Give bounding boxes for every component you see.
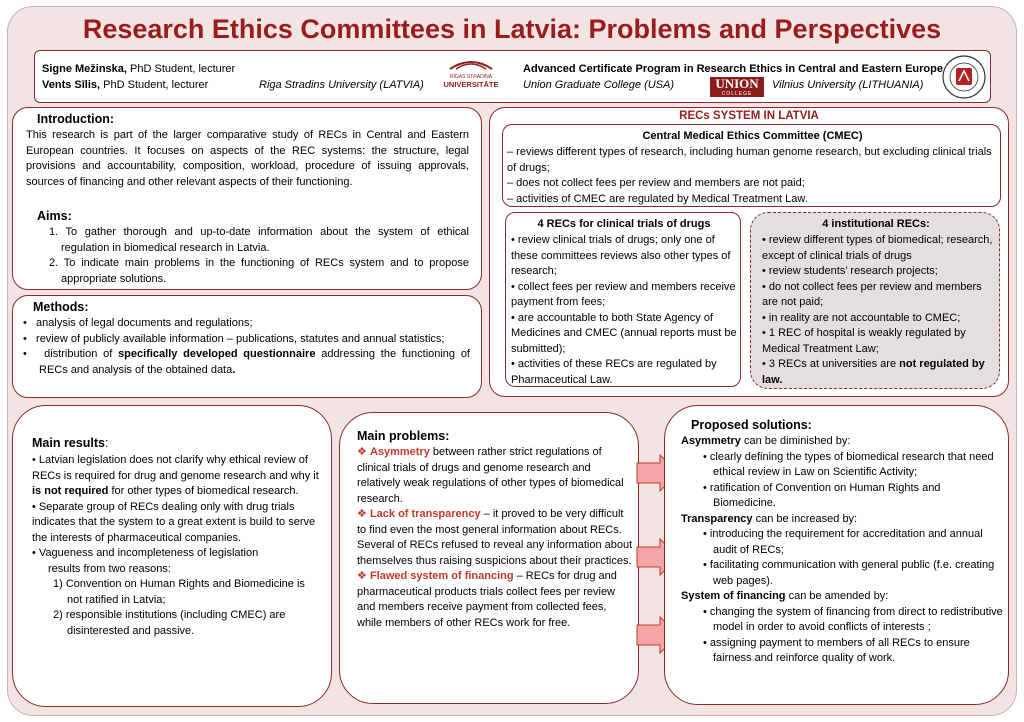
result-item-bold: is not required [32, 485, 109, 497]
institutional-recs-heading: 4 institutional RECs: [822, 218, 930, 230]
proposed-solutions-box [664, 405, 1009, 705]
institutional-recs-item [762, 357, 994, 388]
aim-item-text: To gather thorough and up-to-date information about the system of ethical regulation in biomedical research in Latvia. [61, 226, 469, 254]
problem-text: – it proved to be very difficult to find even the most general information about RECs. Several of RECs refused to reveal any information about themselves thus raising suspicions about their practices. [357, 508, 633, 567]
main-results-heading-text: Main results [32, 436, 105, 450]
proposed-solutions-heading: Proposed solutions: [691, 418, 812, 432]
institutional-recs-item: • 1 REC of hospital is weakly regulated by Medical Treatment Law; [762, 327, 966, 355]
aim-item: 2. To indicate main problems in the functioning of RECs system and to propose appropriate solutions. [49, 257, 469, 285]
union-logo [710, 77, 764, 97]
vilnius-seal [941, 54, 987, 103]
clinical-recs-item: • activities of these RECs are regulated by Pharmaceutical Law. [511, 358, 717, 386]
solution-item: • assigning payment to members of all RECs to ensure fairness and reinforce quality of work. [703, 636, 970, 664]
solution-item: • changing the system of financing from direct to redistributive model in order to avoid conflicts of interests ; [703, 605, 1003, 633]
problem-text: between rather strict regulations of clinical trials of drugs and genome research and relatively weak regulations of other types of biomedical research. [357, 446, 624, 505]
solution-item: • introducing the requirement for accreditation and annual audit of RECs; [703, 528, 983, 556]
clinical-recs-item: • collect fees per review and members receive payment from fees; [511, 280, 736, 308]
methods-list [23, 316, 470, 378]
solution-item: • ratification of Convention on Human Rights and Biomedicine. [703, 481, 941, 509]
rsu-logo-arc-icon [440, 57, 502, 71]
clinical-recs-item: • review clinical trials of drugs; only one of these committees reviews also other types of research; [511, 234, 731, 277]
solution-group-title: System of financing [681, 590, 786, 602]
solution-group-asymmetry [681, 434, 1003, 450]
result-item: • Separate group of RECs dealing only with drug trials indicates that the system to a great extent is build to serve the interests of pharmaceutical companies. [32, 500, 316, 544]
main-results-list [32, 453, 322, 639]
main-results-heading-colon: : [104, 436, 109, 450]
union-logo-subtext: COLLEGE [721, 91, 753, 97]
result-reason: 1) Convention on Human Rights and Biomedicine is not ratified in Latvia; [53, 578, 305, 606]
solution-group-title: Asymmetry [681, 435, 741, 447]
proposed-solutions-list [681, 434, 1003, 667]
institutional-recs-list [762, 233, 994, 388]
authors-bar [34, 50, 991, 103]
main-results-heading [32, 436, 108, 450]
problem-financing [357, 569, 634, 631]
university-left: Riga Stradins University (LATVIA) [259, 79, 424, 91]
result-item [32, 453, 322, 500]
methods-item-text: distribution of [44, 348, 119, 360]
cmec-list [507, 145, 997, 207]
problem-text: – RECs for drug and pharmaceutical products trials collect fees per review and members receive payment from collected fees, while members of other RECs work for free. [357, 570, 617, 629]
methods-item-text: review of publicly available information – publications, statutes and annual statistics; [36, 332, 445, 345]
institutional-recs-box [750, 212, 1000, 389]
solution-group-text: can be increased by: [752, 512, 858, 525]
diamond-bullet-icon: ❖ [357, 508, 367, 520]
cmec-item: – reviews different types of research, including human genome research, but excluding clinical trials of drugs; [507, 146, 992, 174]
methods-item: • distribution of specifically developed questionnaire addressing the functioning of RECs and analysis of the obtained data. [23, 348, 470, 376]
result-item: • Vagueness and incompleteness of legislation [32, 547, 259, 559]
methods-heading: Methods: [33, 300, 89, 314]
clinical-recs-box [505, 212, 741, 387]
problem-asymmetry [357, 445, 634, 507]
solution-group-transparency [681, 512, 1003, 528]
methods-item-end: . [232, 363, 236, 376]
author-1-role: PhD Student, lecturer [126, 63, 236, 75]
diamond-bullet-icon: ❖ [357, 570, 367, 582]
recs-system-heading: RECs SYSTEM IN LATVIA [679, 110, 819, 122]
page-title: Research Ethics Committees in Latvia: Problems and Perspectives [82, 14, 942, 44]
problem-title: Flawed system of financing [369, 570, 514, 582]
problem-transparency [357, 507, 634, 569]
author-1 [42, 63, 235, 75]
author-2-name: Vents Sīlis, [42, 79, 101, 91]
rsu-logo-text-small: RĪGAS STRADIŅA [449, 74, 493, 80]
author-2 [42, 79, 208, 91]
result-reason: 2) responsible institutions (including CMEC) are disinterested and passive. [53, 609, 286, 637]
aims-heading: Aims: [37, 209, 72, 223]
result-subitem: results from two reasons: [48, 562, 171, 575]
vilnius-seal-icon [941, 54, 987, 100]
aims-list [49, 225, 469, 287]
rsu-logo [440, 57, 502, 97]
aim-item: 1. To gather thorough and up-to-date information about the system of ethical regulation in biomedical research in Latvia. [49, 226, 469, 254]
introduction-box [12, 107, 482, 290]
methods-item: • analysis of legal documents and regulations; [23, 317, 253, 329]
cmec-item: – does not collect fees per review and members are not paid; [507, 177, 805, 189]
author-1-name: Signe Mežinska, [42, 63, 127, 75]
problem-title: Asymmetry [369, 446, 430, 458]
main-problems-box [339, 412, 639, 704]
institutional-recs-item-bold: not regulated by law. [762, 358, 985, 386]
solution-group-title: Transparency [681, 512, 753, 525]
cmec-heading: Central Medical Ethics Committee (CMEC) [642, 130, 863, 142]
vilnius-university: Vilnius University (LITHUANIA) [772, 79, 924, 91]
methods-box [12, 295, 482, 398]
methods-item: • review of publicly available information – publications, statutes and annual statistics; [23, 332, 445, 345]
main-results-box [12, 405, 332, 707]
solution-item: • clearly defining the types of biomedical research that need ethical review in Law on Scientific Activity; [703, 450, 994, 478]
institutional-recs-item: • in reality are not accountable to CMEC; [762, 311, 961, 324]
result-item-text: • Latvian legislation does not clarify why ethical review of RECs is required for drug and genome research and why it [32, 454, 319, 482]
clinical-recs-list [511, 233, 739, 388]
institutional-recs-item: • review different types of biomedical; research, except of clinical trials of drugs [762, 234, 993, 262]
clinical-recs-heading: 4 RECs for clinical trials of drugs [537, 218, 711, 230]
diamond-bullet-icon: ❖ [357, 446, 367, 458]
methods-item-bold: specifically developed questionnaire [118, 348, 316, 360]
cmec-item: – activities of CMEC are regulated by Medical Treatment Law. [507, 192, 808, 205]
institutional-recs-item-text: • 3 RECs at universities are [762, 358, 900, 370]
result-item-text: for other types of biomedical research. [108, 485, 299, 497]
problem-title: Lack of transparency [369, 508, 481, 520]
clinical-recs-item: • are accountable to both State Agency of Medicines and CMEC (annual reports must be submitted); [511, 311, 737, 355]
methods-item-text: analysis of legal documents and regulations; [36, 317, 253, 329]
union-college: Union Graduate College (USA) [523, 79, 675, 91]
solution-group-text: can be diminished by: [740, 435, 851, 447]
methods-item-text: addressing the functioning of RECs and analysis of the obtained data [39, 348, 470, 376]
program-title: Advanced Certificate Program in Research Ethics in Central and Eastern Europe [523, 63, 943, 75]
rsu-logo-text-big: UNIVERSITĀTE [443, 80, 499, 89]
solution-item: • facilitating communication with general public (f.e. creating web pages). [703, 559, 995, 587]
main-problems-heading: Main problems: [357, 429, 450, 443]
institutional-recs-item: • do not collect fees per review and members are not paid; [762, 280, 982, 308]
cmec-box [502, 124, 1001, 207]
aim-item-text: To indicate main problems in the functioning of RECs system and to propose appropriate solutions. [61, 257, 469, 285]
author-2-role: PhD Student, lecturer [100, 79, 209, 91]
solution-group-text: can be amended by: [785, 590, 889, 602]
main-problems-list [357, 445, 634, 631]
introduction-heading: Introduction: [37, 112, 115, 126]
solution-group-financing [681, 589, 1003, 605]
institutional-recs-item: • review students’ research projects; [762, 265, 938, 277]
union-logo-text: UNION [715, 76, 759, 91]
introduction-text: This research is part of the larger comparative study of RECs in Central and Eastern European countries. It focuses on aspects of the REC systems: the structure, legal provisions and accountability, composition, workload, procedure of issuing approvals, sources of financing and other relevant aspects of their functioning. [26, 129, 469, 188]
